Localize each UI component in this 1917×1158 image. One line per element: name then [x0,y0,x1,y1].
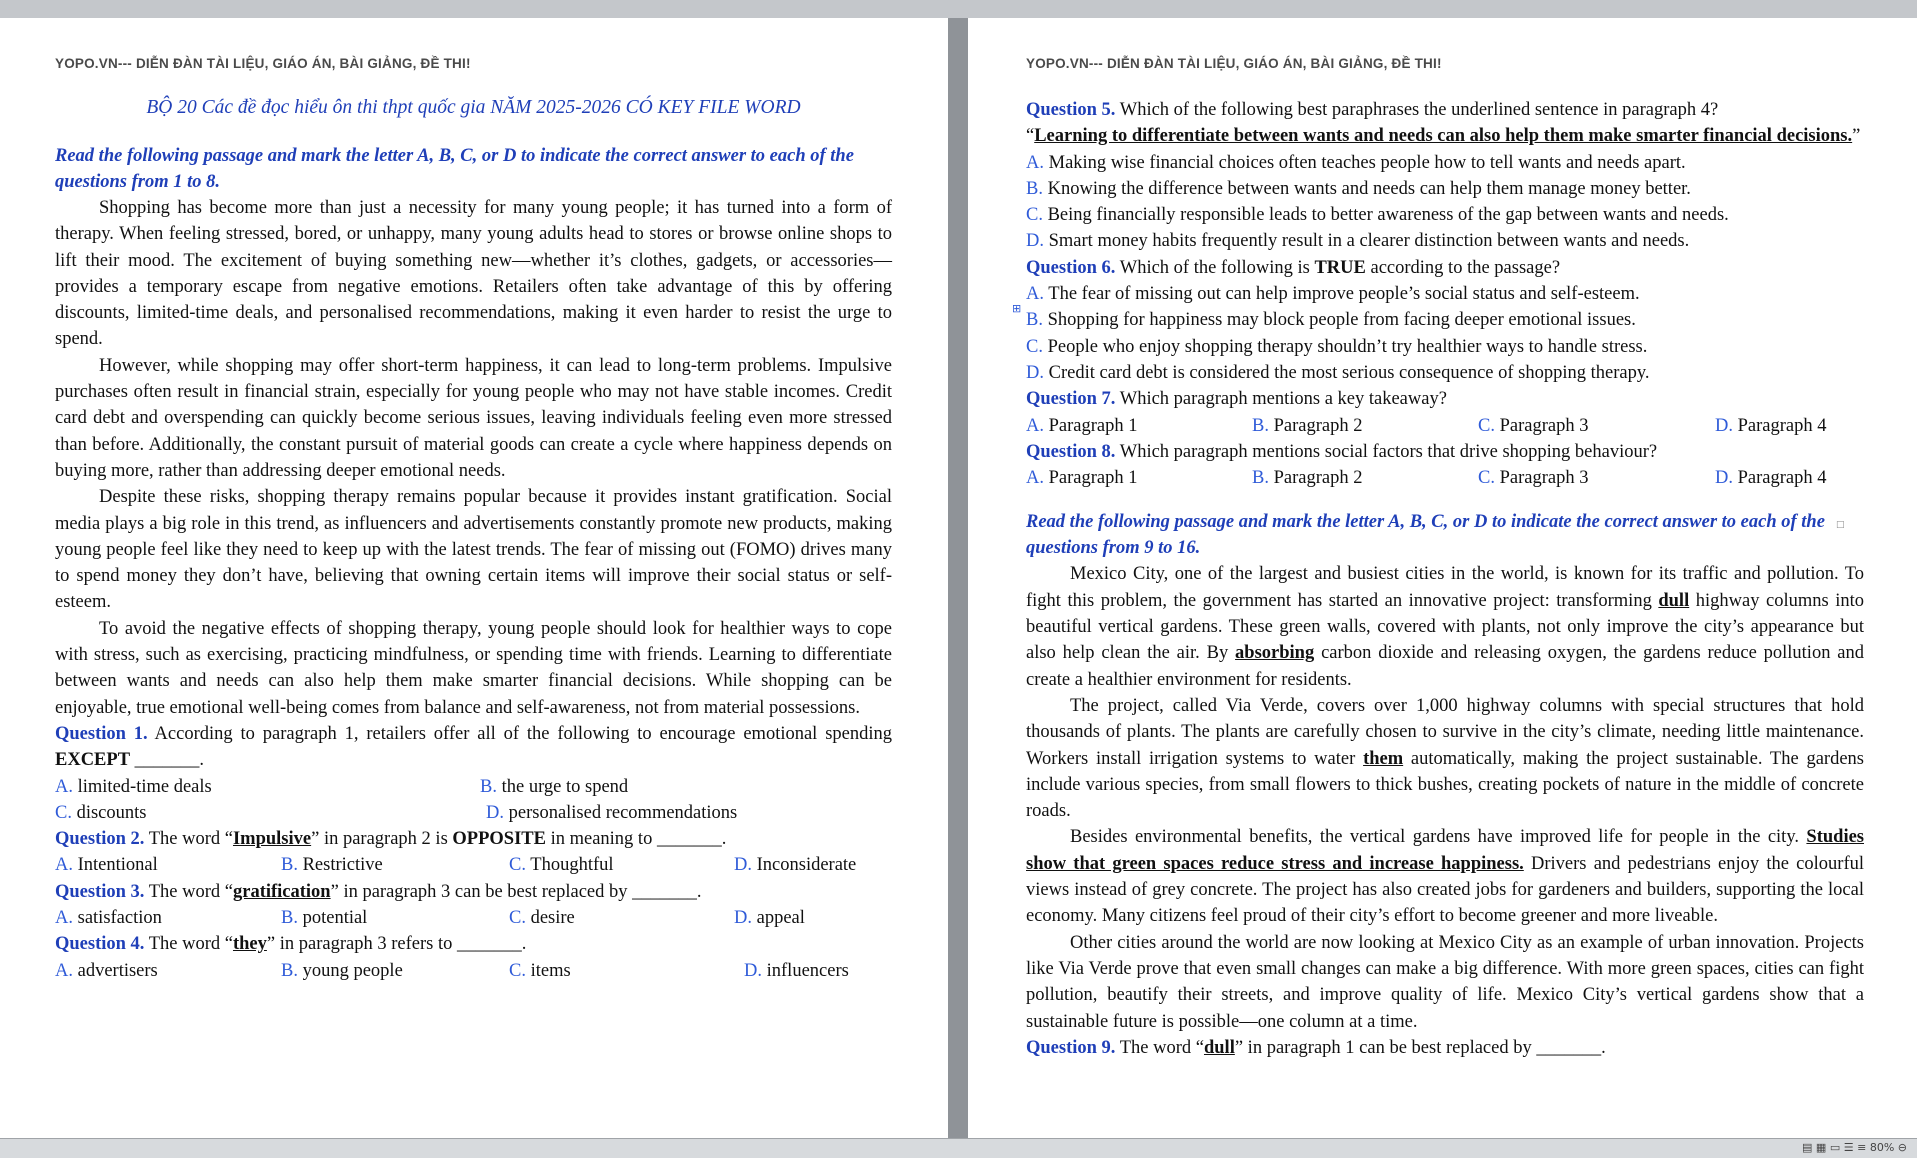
option-a[interactable]: A. advertisers [55,960,158,981]
print-layout-icon[interactable]: ▤ [1802,1141,1813,1154]
document-title: BỘ 20 Các đề đọc hiểu ôn thi thpt quốc gia NĂM 2025-2026 CÓ KEY FILE WORD [146,97,801,118]
question-2: Question 2. The word “Impulsive” in paragraph 2 is OPPOSITE in meaning to _______. [55,829,727,850]
question-4: Question 4. The word “they” in paragraph 3 refers to _______. [55,934,527,955]
option-b[interactable]: B. the urge to spend [480,776,629,797]
passage2-paragraph-2: The project, called Via Verde, covers over 1,000 highway columns with special structures that hold thousands of plants. The plants are carefully chosen to survive in the city’s climate, needing little maintenance. Workers install irrigation systems to water them automatically, making the project sustainable. The gardens include various species, from small flowers to thick bushes, creating pockets of nature in the middle of concrete roads. [1026,695,1864,822]
option-c[interactable]: C. People who enjoy shopping therapy shouldn’t try healthier ways to handle stress. [1026,336,1648,357]
option-d[interactable]: D. appeal [734,908,805,929]
question-1: Question 1. According to paragraph 1, retailers offer all of the following to encourage emotional spending EXCEPT _______. [55,723,892,771]
page-gutter [948,18,968,1138]
passage1-paragraph-2: However, while shopping may offer short-term happiness, it can lead to long-term problems. Impulsive purchases often result in financial strain, especially for young people who may not have stable incomes. Credit card debt and overspending can quickly become serious issues, leaving individuals feeling even more stressed than before. Additionally, the constant pursuit of material goods can create a cycle where happiness depends on buying more, rather than addressing deeper emotional needs. [55,355,892,481]
question-8: Question 8. Which paragraph mentions social factors that drive shopping behaviour? [1026,441,1658,462]
view-controls [1802,1141,1907,1154]
option-d[interactable]: D. Smart money habits frequently result in a clearer distinction between wants and needs. [1026,231,1690,252]
question-2-options [55,852,892,878]
option-d[interactable]: D. influencers [744,960,849,981]
question-5-quote: “Learning to differentiate between wants and needs can also help them make smarter financial decisions.” [1026,126,1861,147]
option-c[interactable]: C. Paragraph 3 [1478,415,1589,436]
option-c[interactable]: C. desire [509,908,575,929]
page-header: YOPO.VN--- DIỄN ĐÀN TÀI LIỆU, GIÁO ÁN, BÀI GIẢNG, ĐỀ THI! [55,56,471,71]
instructions-9-16: Read the following passage and mark the letter A, B, C, or D to indicate the correct answer to each of the questions from 9 to 16. [1026,512,1825,559]
passage1-paragraph-1: Shopping has become more than just a necessity for many young people; it has turned into a form of therapy. When feeling stressed, bored, or unhappy, many young adults head to stores or browse online shops to lift their mood. The excitement of buying something new—whether it’s clothes, gadgets, or accessories—provides a temporary escape from negative emotions. Retailers often take advantage of this by offering discounts, limited-time deals, and personalised recommendations, making it even harder to resist the urge to spend. [55,198,892,350]
instructions-1-8: Read the following passage and mark the letter A, B, C, or D to indicate the correct answer to each of the questions from 1 to 8. [55,146,854,192]
question-6: Question 6. Which of the following is TRUE according to the passage? [1026,257,1561,278]
option-b[interactable]: B. Shopping for happiness may block people from facing deeper emotional issues. [1026,310,1636,331]
status-bar [0,1138,1917,1158]
page-header: YOPO.VN--- DIỄN ĐÀN TÀI LIỆU, GIÁO ÁN, BÀI GIẢNG, ĐỀ THI! [1026,56,1442,71]
question-5: Question 5. Which of the following best paraphrases the underlined sentence in paragraph 4? [1026,100,1719,120]
top-ruler-bar [0,0,1917,19]
table-move-handle-icon[interactable]: ⊞ [1012,302,1022,315]
question-8-options [1026,465,1864,491]
option-c[interactable]: C. discounts [55,802,147,823]
option-b[interactable]: B. young people [281,960,403,981]
spacer [1026,491,1864,509]
option-b[interactable]: B. Restrictive [281,855,383,876]
table-resize-handle-icon[interactable]: □ [1836,520,1845,530]
passage1-paragraph-4: To avoid the negative effects of shopping therapy, young people should look for healthier ways to cope with stress, such as exercising, practicing mindfulness, or spending time with friends. Learning to differentiate between wants and needs can also help them make smarter financial decisions. While shopping can be enjoyable, true emotional well-being comes from balance and self-awareness, not from material possessions. [55,618,892,718]
option-a[interactable]: A. Paragraph 1 [1026,415,1138,436]
option-d[interactable]: D. Inconsiderate [734,855,857,876]
passage1-paragraph-3: Despite these risks, shopping therapy remains popular because it provides instant gratification. Social media plays a big role in this trend, as influencers and advertisements constantly promote new products, making young people feel like they need to keep up with the latest trends. The fear of missing out (FOMO) drives many to spend money they don’t have, believing that owning certain items will improve their social status or self-esteem. [55,487,892,613]
draft-icon[interactable]: ≡ [1857,1141,1867,1154]
outline-icon[interactable]: ☰ [1843,1141,1854,1154]
passage2-paragraph-3: Besides environmental benefits, the vertical gardens have improved life for people in the city. Studies show that green spaces reduce stress and increase happiness. Drivers and pedestrians enjoy the colourful views instead of grey concrete. The project has also created jobs for gardeners and builders, supporting the local economy. Many citizens feel proud of their city’s effort to become greener and more liveable. [1026,827,1864,927]
option-a[interactable]: A. Intentional [55,855,158,876]
option-a[interactable]: A. The fear of missing out can help improve people’s social status and self-esteem. [1026,284,1640,305]
option-c[interactable]: C. Thoughtful [509,855,614,876]
zoom-level[interactable]: 80% [1869,1141,1895,1154]
option-a[interactable]: A. Making wise financial choices often teaches people how to tell wants and needs apart. [1026,152,1686,173]
option-d[interactable]: D. Paragraph 4 [1715,468,1827,489]
question-label: Question 1. [55,723,148,744]
question-7-options [1026,413,1864,439]
document-page-right [968,18,1917,1138]
question-4-options [55,958,892,984]
option-d[interactable]: D. Paragraph 4 [1715,415,1827,436]
question-9: Question 9. The word “dull” in paragraph 1 can be best replaced by _______. [1026,1037,1606,1058]
option-d[interactable]: D. Credit card debt is considered the most serious consequence of shopping therapy. [1026,362,1650,383]
option-d[interactable]: D. personalised recommendations [486,802,738,823]
option-c[interactable]: C. Paragraph 3 [1478,468,1589,489]
question-3-options [55,905,892,931]
passage2-paragraph-1: Mexico City, one of the largest and busiest cities in the world, is known for its traffic and pollution. To fight this problem, the government has started an innovative project: transforming dull highway columns into beautiful vertical gardens. These green walls, covered with plants, not only improve the city’s appearance but also help clean the air. By absorbing carbon dioxide and releasing oxygen, the gardens reduce pollution and create a healthier environment for residents. [1026,564,1864,690]
passage2-paragraph-4: Other cities around the world are now looking at Mexico City as an example of urban innovation. Projects like Via Verde prove that even small changes can make a big difference. With more green spaces, cities can fight pollution, beautify their streets, and improve quality of life. Mexico City’s vertical gardens show that a sustainable future is possible—one column at a time. [1026,932,1864,1032]
document-page-left [0,18,948,1138]
option-a[interactable]: A. satisfaction [55,908,162,929]
option-b[interactable]: B. Paragraph 2 [1252,468,1363,489]
option-a[interactable]: A. Paragraph 1 [1026,468,1138,489]
full-screen-icon[interactable]: ▦ [1815,1141,1827,1154]
question-3: Question 3. The word “gratification” in paragraph 3 can be best replaced by _______. [55,881,702,902]
option-b[interactable]: B. Knowing the difference between wants and needs can help them manage money better. [1026,178,1691,199]
question-1-options-row1 [55,774,892,800]
option-b[interactable]: B. Paragraph 2 [1252,415,1363,436]
question-7: Question 7. Which paragraph mentions a key takeaway? [1026,389,1447,410]
option-a[interactable]: A. limited-time deals [55,776,212,797]
web-layout-icon[interactable]: ▭ [1829,1141,1841,1154]
zoom-out-icon[interactable]: ⊖ [1897,1141,1907,1154]
option-c[interactable]: C. items [509,960,571,981]
option-c[interactable]: C. Being financially responsible leads to better awareness of the gap between wants and needs. [1026,205,1729,226]
question-1-options-row2 [55,800,892,826]
option-b[interactable]: B. potential [281,908,368,929]
